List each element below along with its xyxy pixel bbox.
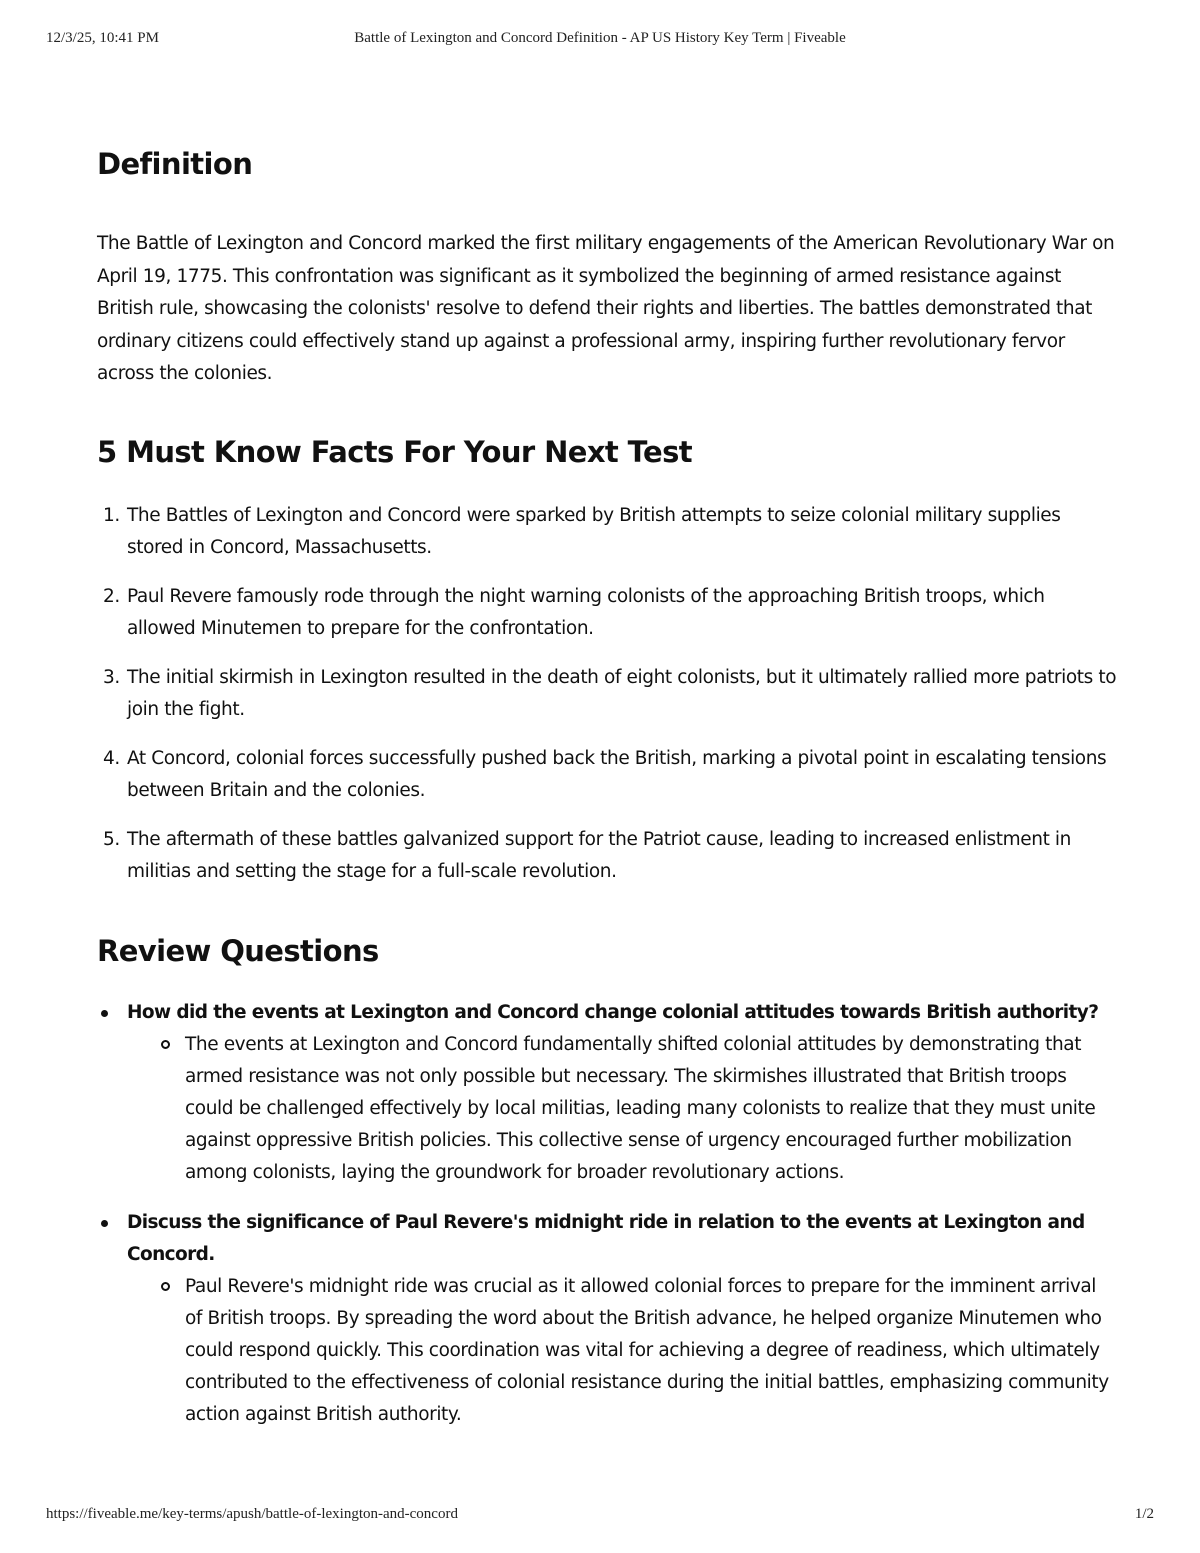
fact-item	[97, 743, 1117, 807]
review-question-item	[97, 1207, 1117, 1431]
fact-text: The initial skirmish in Lexington resulted in the death of eight colonists, but it ultimately rallied more patriots to join the fight.	[127, 666, 1117, 720]
fact-text: At Concord, colonial forces successfully pushed back the British, marking a pivotal point in escalating tensions between Britain and the colonies.	[127, 747, 1107, 801]
facts-list	[97, 500, 1117, 888]
facts-section	[97, 428, 1117, 888]
fact-item	[97, 662, 1117, 726]
answer-item	[127, 1029, 1117, 1189]
print-footer	[46, 1506, 1154, 1526]
fact-number: 3.	[103, 666, 120, 688]
answer-text: The events at Lexington and Concord fundamentally shifted colonial attitudes by demonstrating that armed resistance was not only possible but necessary. The skirmishes illustrated that British troops could be challenged effectively by local militias, leading many colonists to realize that they must unite against oppressive British policies. This collective sense of urgency encouraged further mobilization among colonists, laying the groundwork for broader revolutionary actions.	[185, 1033, 1096, 1183]
fact-number: 4.	[103, 747, 120, 769]
question-text: Discuss the significance of Paul Revere's midnight ride in relation to the events at Lexington and Concord.	[127, 1211, 1085, 1265]
page-number: 1/2	[1134, 1506, 1154, 1522]
bullet-icon	[101, 1010, 108, 1017]
article-content	[97, 140, 1117, 1449]
print-date: 12/3/25, 10:41 PM	[46, 30, 159, 46]
review-question-item	[97, 997, 1117, 1189]
print-page-title: Battle of Lexington and Concord Definition - AP US History Key Term | Fiveable	[354, 30, 846, 46]
print-header	[46, 30, 1154, 50]
definition-heading: Definition	[97, 147, 253, 181]
review-questions-list	[97, 997, 1117, 1431]
fact-item	[97, 824, 1117, 888]
fact-text: Paul Revere famously rode through the night warning colonists of the approaching British troops, which allowed Minutemen to prepare for the confrontation.	[127, 585, 1045, 639]
bullet-icon	[101, 1220, 108, 1227]
review-heading: Review Questions	[97, 933, 379, 968]
fact-item	[97, 500, 1117, 564]
definition-section	[97, 140, 1117, 391]
fact-text: The Battles of Lexington and Concord were sparked by British attempts to seize colonial military supplies stored in Concord, Massachusetts.	[127, 504, 1061, 558]
fact-item	[97, 581, 1117, 645]
fact-text: The aftermath of these battles galvanized support for the Patriot cause, leading to increased enlistment in militias and setting the stage for a full-scale revolution.	[127, 828, 1071, 882]
answer-item	[127, 1271, 1117, 1431]
review-section	[97, 927, 1117, 1431]
fact-number: 5.	[103, 828, 120, 850]
facts-heading: 5 Must Know Facts For Your Next Test	[97, 434, 693, 469]
definition-text: The Battle of Lexington and Concord marked the first military engagements of the American Revolutionary War on April 19, 1775. This confrontation was significant as it symbolized the beginning of armed resistance against British rule, showcasing the colonists' resolve to defend their rights and liberties. The battles demonstrated that ordinary citizens could effectively stand up against a professional army, inspiring further revolutionary fervor across the colonies.	[97, 233, 1115, 385]
hollow-bullet-icon	[161, 1282, 170, 1291]
print-url: https://fiveable.me/key-terms/apush/battle-of-lexington-and-concord	[46, 1506, 458, 1522]
fact-number: 2.	[103, 585, 120, 607]
answer-text: Paul Revere's midnight ride was crucial as it allowed colonial forces to prepare for the imminent arrival of British troops. By spreading the word about the British advance, he helped organize Minutemen who could respond quickly. This coordination was vital for achieving a degree of readiness, which ultimately contributed to the effectiveness of colonial resistance during the initial battles, emphasizing community action against British authority.	[185, 1275, 1109, 1425]
question-text: How did the events at Lexington and Concord change colonial attitudes towards British authority?	[127, 1001, 1099, 1023]
hollow-bullet-icon	[161, 1040, 170, 1049]
fact-number: 1.	[103, 504, 120, 526]
